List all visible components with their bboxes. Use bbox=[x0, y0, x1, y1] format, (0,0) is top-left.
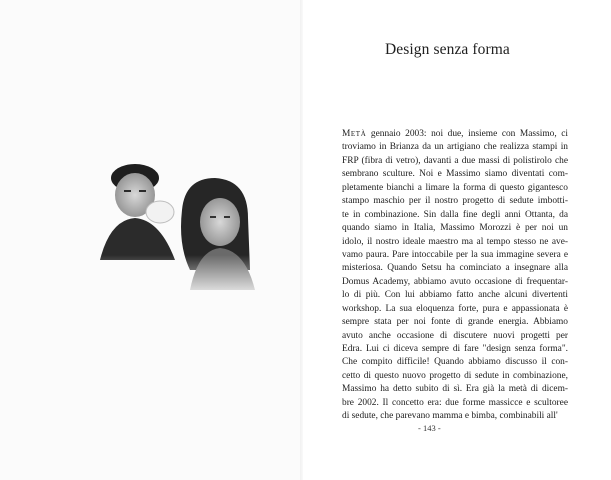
text-line: FRP (fibra di vetro), davanti a due massi di polistirolo che bbox=[342, 155, 568, 166]
text-line: sembrano sculture. Noi e Massimo siamo diventati com- bbox=[342, 169, 568, 180]
text-line: Domus Academy, abbiamo avuto occasione di frequentar- bbox=[342, 276, 568, 287]
body-text bbox=[342, 128, 568, 424]
text-line: avuto anche occasione di discutere nuovi progetti per bbox=[342, 330, 568, 341]
text-line: Edra. Lui ci diceva sempre di fare "design senza forma". bbox=[342, 344, 568, 354]
page-number: - 143 - bbox=[418, 423, 441, 433]
text-line: te in combinazione. Sin dalla fine degli anni Ottanta, da bbox=[342, 209, 568, 220]
text-line: Che compito difficile! Quando abbiamo discusso il con- bbox=[342, 357, 568, 368]
text-line: quando siamo in Italia, Massimo Morozzi è per noi un bbox=[342, 223, 568, 234]
text-line: stampo maschio per il nostro progetto di sedute imbotti- bbox=[342, 196, 568, 207]
text-line: lo di più. Con lui abbiamo fatto anche alcuni divertenti bbox=[342, 290, 568, 301]
text-line: di sedute, che parevano mamma e bimba, combinabili all' bbox=[342, 411, 558, 422]
chapter-title: Design senza forma bbox=[385, 41, 510, 58]
text-line: misteriosa. Quando Setsu ha cominciato a insegnare alla bbox=[342, 263, 568, 274]
text-line: bre 2002. Il concetto era: due forme massicce e scultoree bbox=[342, 397, 568, 408]
text-line: vamo paura. Pare intoccabile per la sua immagine severa e bbox=[342, 249, 568, 260]
text-line: Metà gennaio 2003: noi due, insieme con Massimo, ci bbox=[342, 129, 568, 139]
text-line: sempre stata per noi fonte di grande energia. Abbiamo bbox=[342, 317, 568, 328]
portrait-photo bbox=[90, 150, 280, 300]
text-line: idolo, il nostro ideale maestro ma al tempo stesso ne ave- bbox=[342, 236, 568, 247]
text-line: cetto di questo nuovo progetto di sedute in combinazione, bbox=[342, 370, 568, 381]
text-line: pletamente bianchi a limare la forma di questo gigantesco bbox=[342, 182, 568, 193]
text-line: workshop. La sua eloquenza forte, pura e appassionata è bbox=[342, 303, 568, 314]
text-line: troviamo in Brianza da un artigiano che realizza stampi in bbox=[342, 142, 568, 153]
lead-word: Metà bbox=[342, 129, 367, 139]
text-line: Massimo ha detto subito di sì. Era già la metà di dicem- bbox=[342, 384, 568, 395]
left-page bbox=[0, 0, 303, 480]
